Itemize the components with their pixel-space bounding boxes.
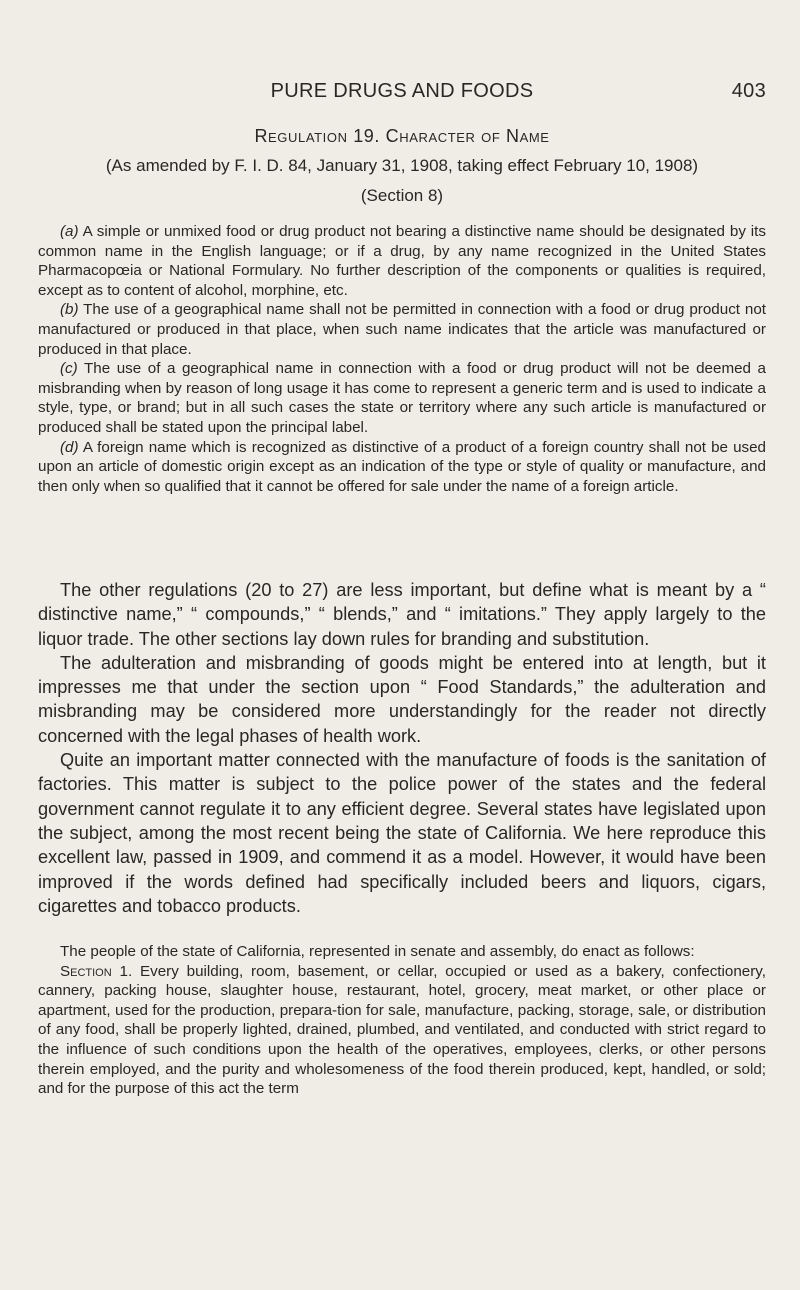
enactment-clause: The people of the state of California, represented in senate and assembly, do enact as follows: (60, 943, 695, 960)
page-number: 403 (731, 80, 766, 102)
body-paragraph: The adulteration and misbranding of goods might be entered into at length, but it impresses me that under the section upon “ Food Standards,” the adulteration and misbranding may be considered more understandingly for the reader not directly concerned with the legal phases of health work. (38, 652, 766, 746)
law-section-1 (38, 962, 766, 1099)
regulation-section-ref: (Section 8) (360, 186, 444, 205)
clause-label: (c) (60, 360, 78, 378)
running-header (38, 80, 766, 108)
clause-label: (d) (60, 438, 79, 456)
regulation-amendment: (As amended by F. I. D. 84, January 31, 1908, taking effect February 10, 1908) (105, 156, 699, 175)
clause-text: A simple or unmixed food or drug product not bearing a distinctive name should be designated by its common name in the English language; or if a drug, by any name recognized in the United States Pharmacopœia or National Formulary. No further description of the components or qualities is required, except as to content of alcohol, morphine, etc. (38, 223, 766, 299)
clause-text: The use of a geographical name in connection with a food or drug product will not be deemed a misbranding when by reason of long usage it has come to represent a generic term and is used to indicate a style, type, or brand; but in all such cases the state or territory where any such article is manufactured or produced shall be stated upon the principal label. (38, 360, 766, 436)
regulation-clauses (38, 222, 766, 496)
clause-d (38, 438, 766, 497)
clause-label: (b) (60, 301, 79, 319)
body-text (38, 578, 766, 918)
regulation-title: Regulation 19. Character of Name (254, 126, 550, 146)
body-paragraph: Quite an important matter connected with the manufacture of foods is the sanitation of factories. This matter is subject to the police power of the states and the federal government cannot regulate it to any efficient degree. Several states have legislated upon the subject, among the most recent being the state of California. We here reproduce this excellent law, passed in 1909, and commend it as a model. However, it would have been improved if the words defined had specifically included beers and liquors, cigars, cigarettes and tobacco products. (38, 750, 766, 916)
section-text: Every building, room, basement, or cellar, occupied or used as a bakery, confectionery, cannery, packing house, slaughter house, restaurant, hotel, grocery, meat market, or other place or apartment, used for the production, prepara-tion for sale, manufacture, packing, storage, sale, or distribution of any food, shall be properly lighted, drained, plumbed, and ventilated, and conducted with strict regard to the influence of such conditions upon the health of the operatives, employees, clerks, or other persons therein employed, and the purity and wholesomeness of the food therein produced, kept, handled, or sold; and for the purpose of this act the term (38, 962, 766, 1098)
body-paragraph: The other regulations (20 to 27) are less important, but define what is meant by a “ distinctive name,” “ compounds,” “ blends,” and “ imitations.” They apply largely to the liquor trade. The other sections lay down rules for branding and substitution. (38, 580, 766, 649)
clause-b (38, 300, 766, 359)
clause-c (38, 359, 766, 437)
clause-label: (a) (60, 223, 79, 240)
california-law (38, 942, 766, 1099)
running-title: PURE DRUGS AND FOODS (270, 80, 534, 102)
clause-text: The use of a geographical name shall not be permitted in connection with a food or drug product not manufactured or produced in that place, when such name indicates that the article was manufactured or produced in that place. (38, 301, 766, 358)
section-label: Section 1. (60, 962, 133, 980)
clause-text: A foreign name which is recognized as distinctive of a product of a foreign country shall not be used upon an article of domestic origin except as an indication of the type or style of quality or manufacture, and then only when so qualified that it cannot be offered for sale under the name of a foreign article. (38, 438, 766, 495)
clause-a (38, 222, 766, 300)
